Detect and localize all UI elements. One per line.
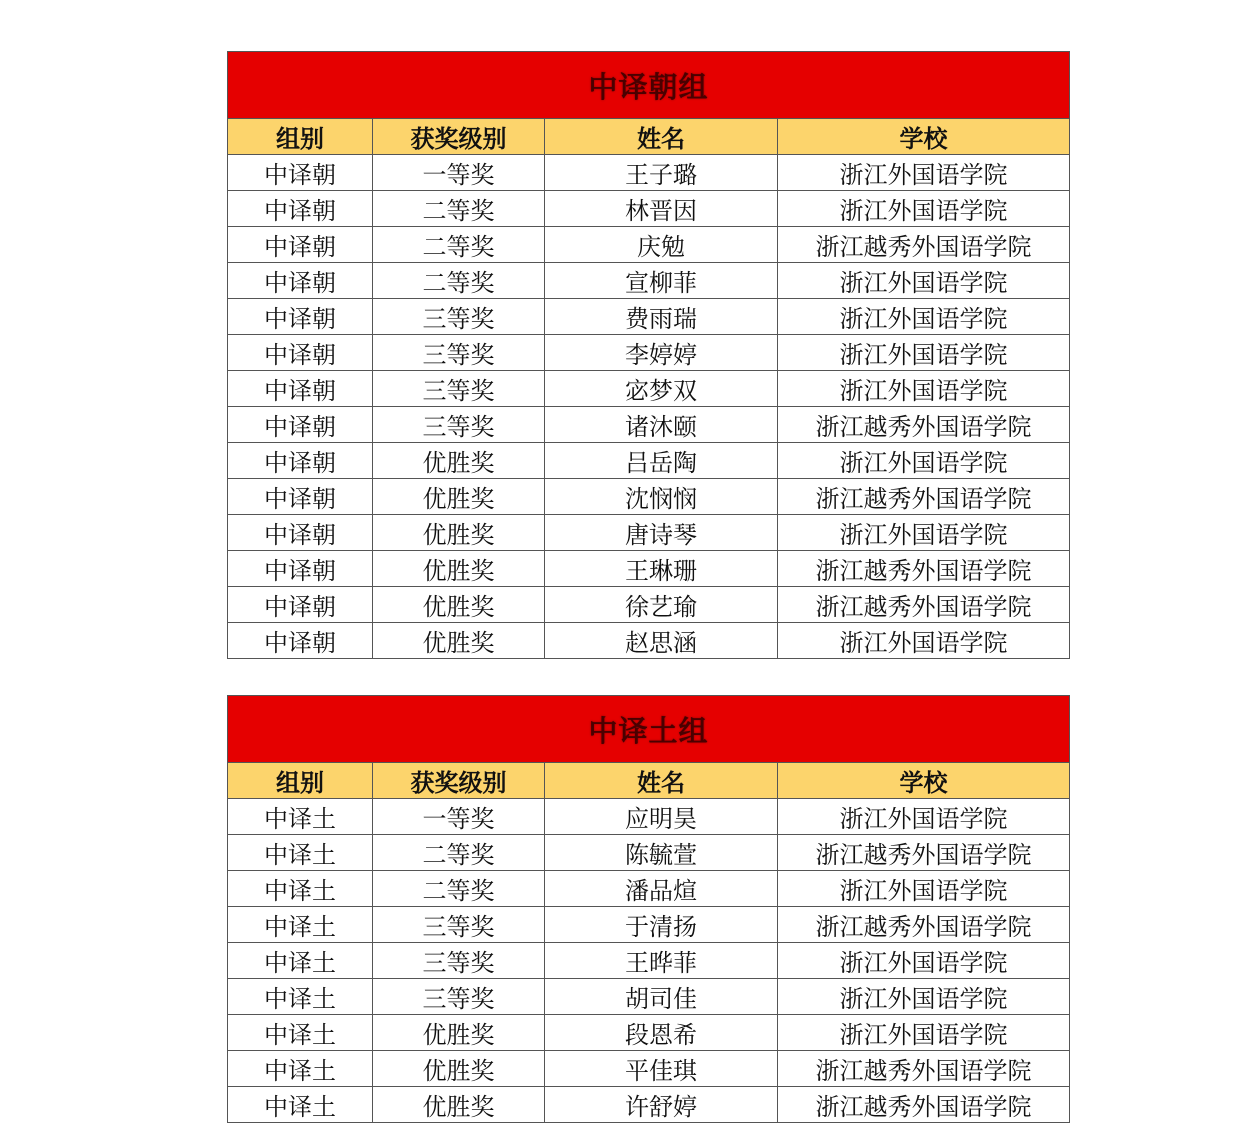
table-row <box>228 299 1070 335</box>
table-row <box>228 515 1070 551</box>
table-row <box>228 1087 1070 1123</box>
table-row <box>228 1015 1070 1051</box>
header-group: 组别 <box>228 763 373 799</box>
header-school: 学校 <box>778 119 1070 155</box>
cell-school: 浙江越秀外国语学院 <box>778 835 1070 871</box>
table-row <box>228 979 1070 1015</box>
cell-group: 中译朝 <box>228 407 373 443</box>
cell-award-level: 优胜奖 <box>373 1015 545 1051</box>
cell-group: 中译朝 <box>228 479 373 515</box>
cell-school: 浙江外国语学院 <box>778 263 1070 299</box>
cell-name: 应明昊 <box>545 799 778 835</box>
cell-name: 于清扬 <box>545 907 778 943</box>
cell-award-level: 一等奖 <box>373 155 545 191</box>
cell-award-level: 二等奖 <box>373 227 545 263</box>
cell-school: 浙江越秀外国语学院 <box>778 1051 1070 1087</box>
cell-group: 中译土 <box>228 871 373 907</box>
cell-group: 中译朝 <box>228 443 373 479</box>
cell-name: 费雨瑞 <box>545 299 778 335</box>
cell-award-level: 三等奖 <box>373 979 545 1015</box>
cell-name: 宓梦双 <box>545 371 778 407</box>
cell-award-level: 优胜奖 <box>373 587 545 623</box>
table-row <box>228 551 1070 587</box>
cell-group: 中译土 <box>228 1015 373 1051</box>
cell-group: 中译土 <box>228 1051 373 1087</box>
cell-group: 中译朝 <box>228 155 373 191</box>
cell-award-level: 二等奖 <box>373 191 545 227</box>
table-title-row <box>228 696 1070 763</box>
cell-award-level: 三等奖 <box>373 335 545 371</box>
table-row <box>228 479 1070 515</box>
cell-group: 中译土 <box>228 943 373 979</box>
cell-school: 浙江外国语学院 <box>778 871 1070 907</box>
cell-school: 浙江外国语学院 <box>778 299 1070 335</box>
cell-school: 浙江外国语学院 <box>778 623 1070 659</box>
cell-name: 平佳琪 <box>545 1051 778 1087</box>
cell-school: 浙江外国语学院 <box>778 443 1070 479</box>
cell-name: 段恩希 <box>545 1015 778 1051</box>
cell-school: 浙江外国语学院 <box>778 943 1070 979</box>
cell-group: 中译土 <box>228 979 373 1015</box>
table-row <box>228 799 1070 835</box>
cell-group: 中译朝 <box>228 191 373 227</box>
cell-group: 中译朝 <box>228 263 373 299</box>
header-name: 姓名 <box>545 119 778 155</box>
cell-award-level: 二等奖 <box>373 263 545 299</box>
cell-award-level: 优胜奖 <box>373 623 545 659</box>
cell-award-level: 三等奖 <box>373 299 545 335</box>
cell-award-level: 优胜奖 <box>373 443 545 479</box>
table-row <box>228 191 1070 227</box>
cell-school: 浙江外国语学院 <box>778 335 1070 371</box>
cell-name: 诸沐颐 <box>545 407 778 443</box>
cell-name: 沈悯悯 <box>545 479 778 515</box>
cell-school: 浙江越秀外国语学院 <box>778 227 1070 263</box>
cell-name: 陈毓萱 <box>545 835 778 871</box>
table-row <box>228 155 1070 191</box>
cell-group: 中译朝 <box>228 515 373 551</box>
cell-name: 王琳珊 <box>545 551 778 587</box>
cell-award-level: 优胜奖 <box>373 479 545 515</box>
table-row <box>228 263 1070 299</box>
cell-school: 浙江越秀外国语学院 <box>778 407 1070 443</box>
table-row <box>228 1051 1070 1087</box>
cell-group: 中译朝 <box>228 335 373 371</box>
table-row <box>228 587 1070 623</box>
cell-award-level: 三等奖 <box>373 943 545 979</box>
cell-school: 浙江外国语学院 <box>778 515 1070 551</box>
header-award-level: 获奖级别 <box>373 119 545 155</box>
cell-group: 中译土 <box>228 1087 373 1123</box>
cell-award-level: 三等奖 <box>373 907 545 943</box>
table-row <box>228 871 1070 907</box>
cell-name: 赵思涵 <box>545 623 778 659</box>
cell-award-level: 一等奖 <box>373 799 545 835</box>
table-row <box>228 443 1070 479</box>
header-award-level: 获奖级别 <box>373 763 545 799</box>
cell-school: 浙江外国语学院 <box>778 1015 1070 1051</box>
cell-group: 中译土 <box>228 799 373 835</box>
cell-name: 李婷婷 <box>545 335 778 371</box>
cell-name: 庆勉 <box>545 227 778 263</box>
cell-school: 浙江越秀外国语学院 <box>778 907 1070 943</box>
table-header-row <box>228 763 1070 799</box>
table-row <box>228 335 1070 371</box>
table-title: 中译朝组 <box>228 52 1070 119</box>
cell-group: 中译朝 <box>228 623 373 659</box>
cell-school: 浙江外国语学院 <box>778 155 1070 191</box>
cell-school: 浙江外国语学院 <box>778 371 1070 407</box>
cell-award-level: 优胜奖 <box>373 1087 545 1123</box>
cell-name: 徐艺瑜 <box>545 587 778 623</box>
cell-school: 浙江外国语学院 <box>778 799 1070 835</box>
cell-award-level: 二等奖 <box>373 871 545 907</box>
cell-award-level: 三等奖 <box>373 371 545 407</box>
award-table-turkish <box>227 695 1070 1123</box>
header-group: 组别 <box>228 119 373 155</box>
table-title: 中译土组 <box>228 696 1070 763</box>
cell-award-level: 优胜奖 <box>373 515 545 551</box>
cell-school: 浙江越秀外国语学院 <box>778 1087 1070 1123</box>
header-school: 学校 <box>778 763 1070 799</box>
cell-group: 中译朝 <box>228 371 373 407</box>
cell-group: 中译土 <box>228 907 373 943</box>
cell-award-level: 二等奖 <box>373 835 545 871</box>
header-name: 姓名 <box>545 763 778 799</box>
cell-award-level: 三等奖 <box>373 407 545 443</box>
award-table-korean <box>227 51 1070 659</box>
cell-group: 中译土 <box>228 835 373 871</box>
cell-school: 浙江越秀外国语学院 <box>778 587 1070 623</box>
table-header-row <box>228 119 1070 155</box>
table-title-row <box>228 52 1070 119</box>
cell-school: 浙江外国语学院 <box>778 979 1070 1015</box>
cell-name: 胡司佳 <box>545 979 778 1015</box>
cell-name: 吕岳陶 <box>545 443 778 479</box>
table-row <box>228 943 1070 979</box>
cell-school: 浙江越秀外国语学院 <box>778 551 1070 587</box>
cell-name: 许舒婷 <box>545 1087 778 1123</box>
cell-name: 王子璐 <box>545 155 778 191</box>
cell-group: 中译朝 <box>228 551 373 587</box>
cell-award-level: 优胜奖 <box>373 551 545 587</box>
cell-group: 中译朝 <box>228 587 373 623</box>
cell-name: 王晔菲 <box>545 943 778 979</box>
cell-name: 唐诗琴 <box>545 515 778 551</box>
cell-school: 浙江外国语学院 <box>778 191 1070 227</box>
cell-name: 潘品煊 <box>545 871 778 907</box>
table-row <box>228 407 1070 443</box>
cell-group: 中译朝 <box>228 227 373 263</box>
cell-school: 浙江越秀外国语学院 <box>778 479 1070 515</box>
table-row <box>228 371 1070 407</box>
table-row <box>228 907 1070 943</box>
cell-group: 中译朝 <box>228 299 373 335</box>
cell-award-level: 优胜奖 <box>373 1051 545 1087</box>
cell-name: 林晋因 <box>545 191 778 227</box>
table-row <box>228 227 1070 263</box>
cell-name: 宣柳菲 <box>545 263 778 299</box>
table-row <box>228 623 1070 659</box>
table-row <box>228 835 1070 871</box>
